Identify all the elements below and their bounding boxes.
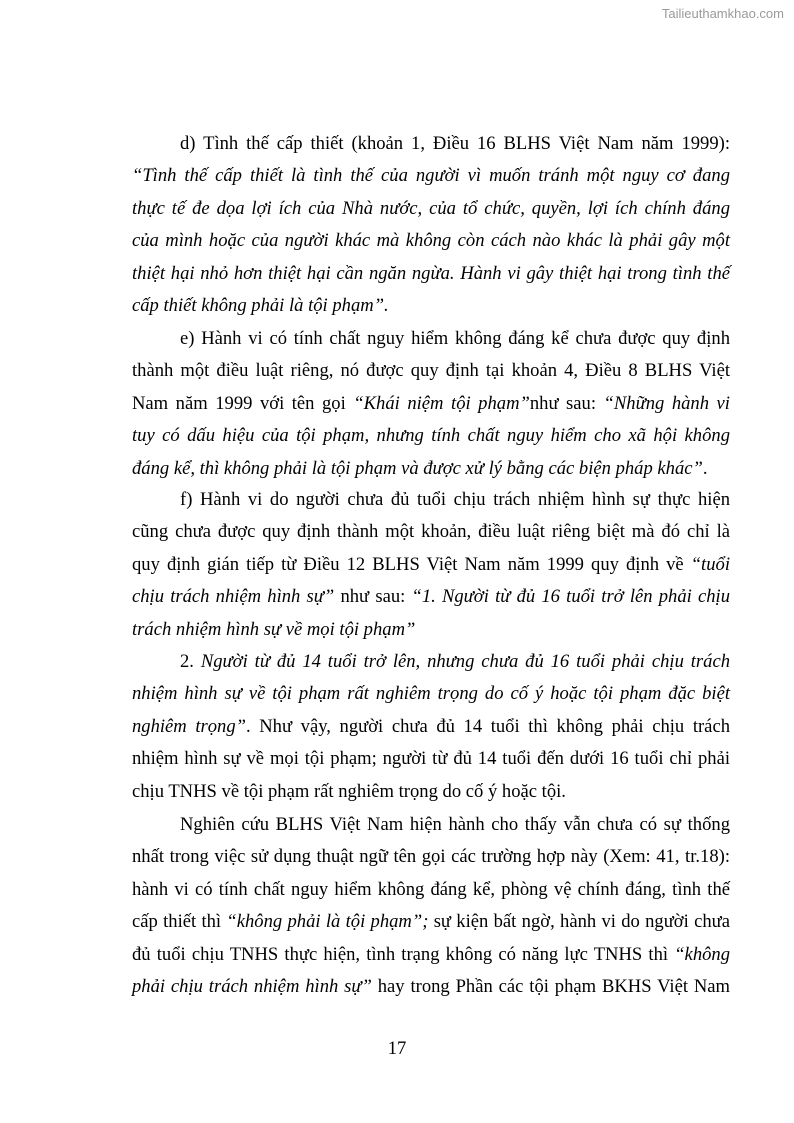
text-line xyxy=(132,294,730,318)
text-run: chịu TNHS về tội phạm rất nghiêm trọng do cố ý hoặc tội. xyxy=(132,780,566,802)
italic-text: “không xyxy=(674,943,730,965)
text-run: nhất trong việc sử dụng thuật ngữ tên gọi các trường hợp này (Xem: 41, tr.18): xyxy=(132,846,730,868)
text-line xyxy=(132,262,730,286)
text-run: d) Tình thế cấp thiết (khoản 1, Điều 16 BLHS Việt Nam năm 1999): xyxy=(180,133,730,154)
text-line xyxy=(132,975,730,999)
italic-text: cấp thiết không phải là tội phạm”. xyxy=(132,295,389,316)
text-run: 2. xyxy=(180,651,201,672)
text-line xyxy=(132,392,730,416)
text-run: như sau: xyxy=(334,586,412,608)
text-line xyxy=(132,910,730,934)
text-run: đủ tuổi chịu TNHS thực hiện, tình trạng không có năng lực TNHS thì xyxy=(132,943,675,965)
text-run: như sau: xyxy=(529,392,604,414)
text-run: . xyxy=(702,457,708,479)
text-run: sự kiện bất ngờ, hành vi do người chưa xyxy=(428,911,730,933)
italic-text: “1. Người từ đủ 16 tuổi trở lên phải chịu xyxy=(411,586,730,608)
italic-text: tuy có dấu hiệu của tội phạm, nhưng tính chất nguy hiểm cho xã hội không xyxy=(132,425,730,447)
text-line xyxy=(132,359,730,383)
text-line xyxy=(132,164,730,188)
italic-text: phải chịu trách nhiệm hình sự” xyxy=(132,976,372,997)
text-line xyxy=(132,197,730,221)
text-line xyxy=(132,715,730,739)
italic-text: “Những hành vi xyxy=(603,392,730,414)
text-line xyxy=(180,650,730,674)
text-line xyxy=(132,229,730,253)
text-line xyxy=(132,520,730,544)
italic-text: nhiệm hình sự về tội phạm rất nghiêm trọng do cố ý hoặc tội phạm đặc biệt xyxy=(132,683,730,705)
italic-text: nghiêm trọng” xyxy=(132,715,246,737)
text-run: . Như vậy, người chưa đủ 14 tuổi thì không phải chịu trách xyxy=(245,715,730,737)
italic-text: trách nhiệm hình sự về mọi tội phạm” xyxy=(132,618,416,640)
italic-text: đáng kể, thì không phải là tội phạm và được xử lý bằng các biện pháp khác” xyxy=(132,457,703,479)
text-line xyxy=(180,132,730,156)
text-line xyxy=(132,845,730,869)
text-line xyxy=(132,618,730,642)
text-line xyxy=(132,943,730,967)
text-run: nhiệm hình sự về mọi tội phạm; người từ đủ 14 tuổi đến dưới 16 tuổi chỉ phải xyxy=(132,748,730,770)
text-run: cũng chưa được quy định thành một khoản, điều luật riêng biệt mà đó chỉ là xyxy=(132,521,730,543)
text-line xyxy=(180,327,730,351)
text-run: hành vi có tính chất nguy hiểm không đáng kể, phòng vệ chính đáng, tình thế xyxy=(132,878,730,900)
text-line xyxy=(132,747,730,771)
page-number: 17 xyxy=(387,1038,407,1059)
text-run: quy định gián tiếp từ Điều 12 BLHS Việt Nam năm 1999 quy định về xyxy=(132,553,691,575)
text-line xyxy=(132,424,730,448)
text-line xyxy=(132,457,730,481)
text-run: f) Hành vi do người chưa đủ tuổi chịu trách nhiệm hình sự thực hiện xyxy=(180,489,730,510)
text-run: e) Hành vi có tính chất nguy hiểm không đáng kể chưa được quy định xyxy=(180,328,730,349)
italic-text: chịu trách nhiệm hình sự” xyxy=(132,586,335,608)
italic-text: của mình hoặc của người khác mà không còn cách nào khác là phải gây một xyxy=(132,230,730,252)
text-run: thành một điều luật riêng, nó được quy định tại khoản 4, Điều 8 BLHS Việt xyxy=(132,360,730,382)
text-line xyxy=(180,813,730,837)
italic-text: “không phải là tội phạm”; xyxy=(226,911,429,933)
text-run: Nghiên cứu BLHS Việt Nam hiện hành cho thấy vẫn chưa có sự thống xyxy=(180,814,730,835)
italic-text: “Khái niệm tội phạm” xyxy=(353,392,530,414)
text-run: Nam năm 1999 với tên gọi xyxy=(132,392,354,414)
text-line xyxy=(132,682,730,706)
text-line xyxy=(132,780,730,804)
text-line xyxy=(180,488,730,512)
italic-text: thiệt hại nhỏ hơn thiệt hại cần ngăn ngừa. Hành vi gây thiệt hại trong tình thế xyxy=(132,262,730,284)
text-line xyxy=(132,878,730,902)
italic-text: Người từ đủ 14 tuổi trở lên, nhưng chưa đủ 16 tuổi phải chịu trách xyxy=(200,651,731,672)
text-line xyxy=(132,585,730,609)
text-run: cấp thiết thì xyxy=(132,911,227,933)
italic-text: thực tế đe dọa lợi ích của Nhà nước, của tổ chức, quyền, lợi ích chính đáng xyxy=(132,197,730,219)
italic-text: “Tình thế cấp thiết là tình thế của người vì muốn tránh một nguy cơ đang xyxy=(132,165,730,187)
watermark: Tailieuthamkhao.com xyxy=(661,6,784,21)
italic-text: “tuổi xyxy=(690,553,730,575)
text-run: hay trong Phần các tội phạm BKHS Việt Nam xyxy=(371,976,730,997)
text-line xyxy=(132,553,730,577)
